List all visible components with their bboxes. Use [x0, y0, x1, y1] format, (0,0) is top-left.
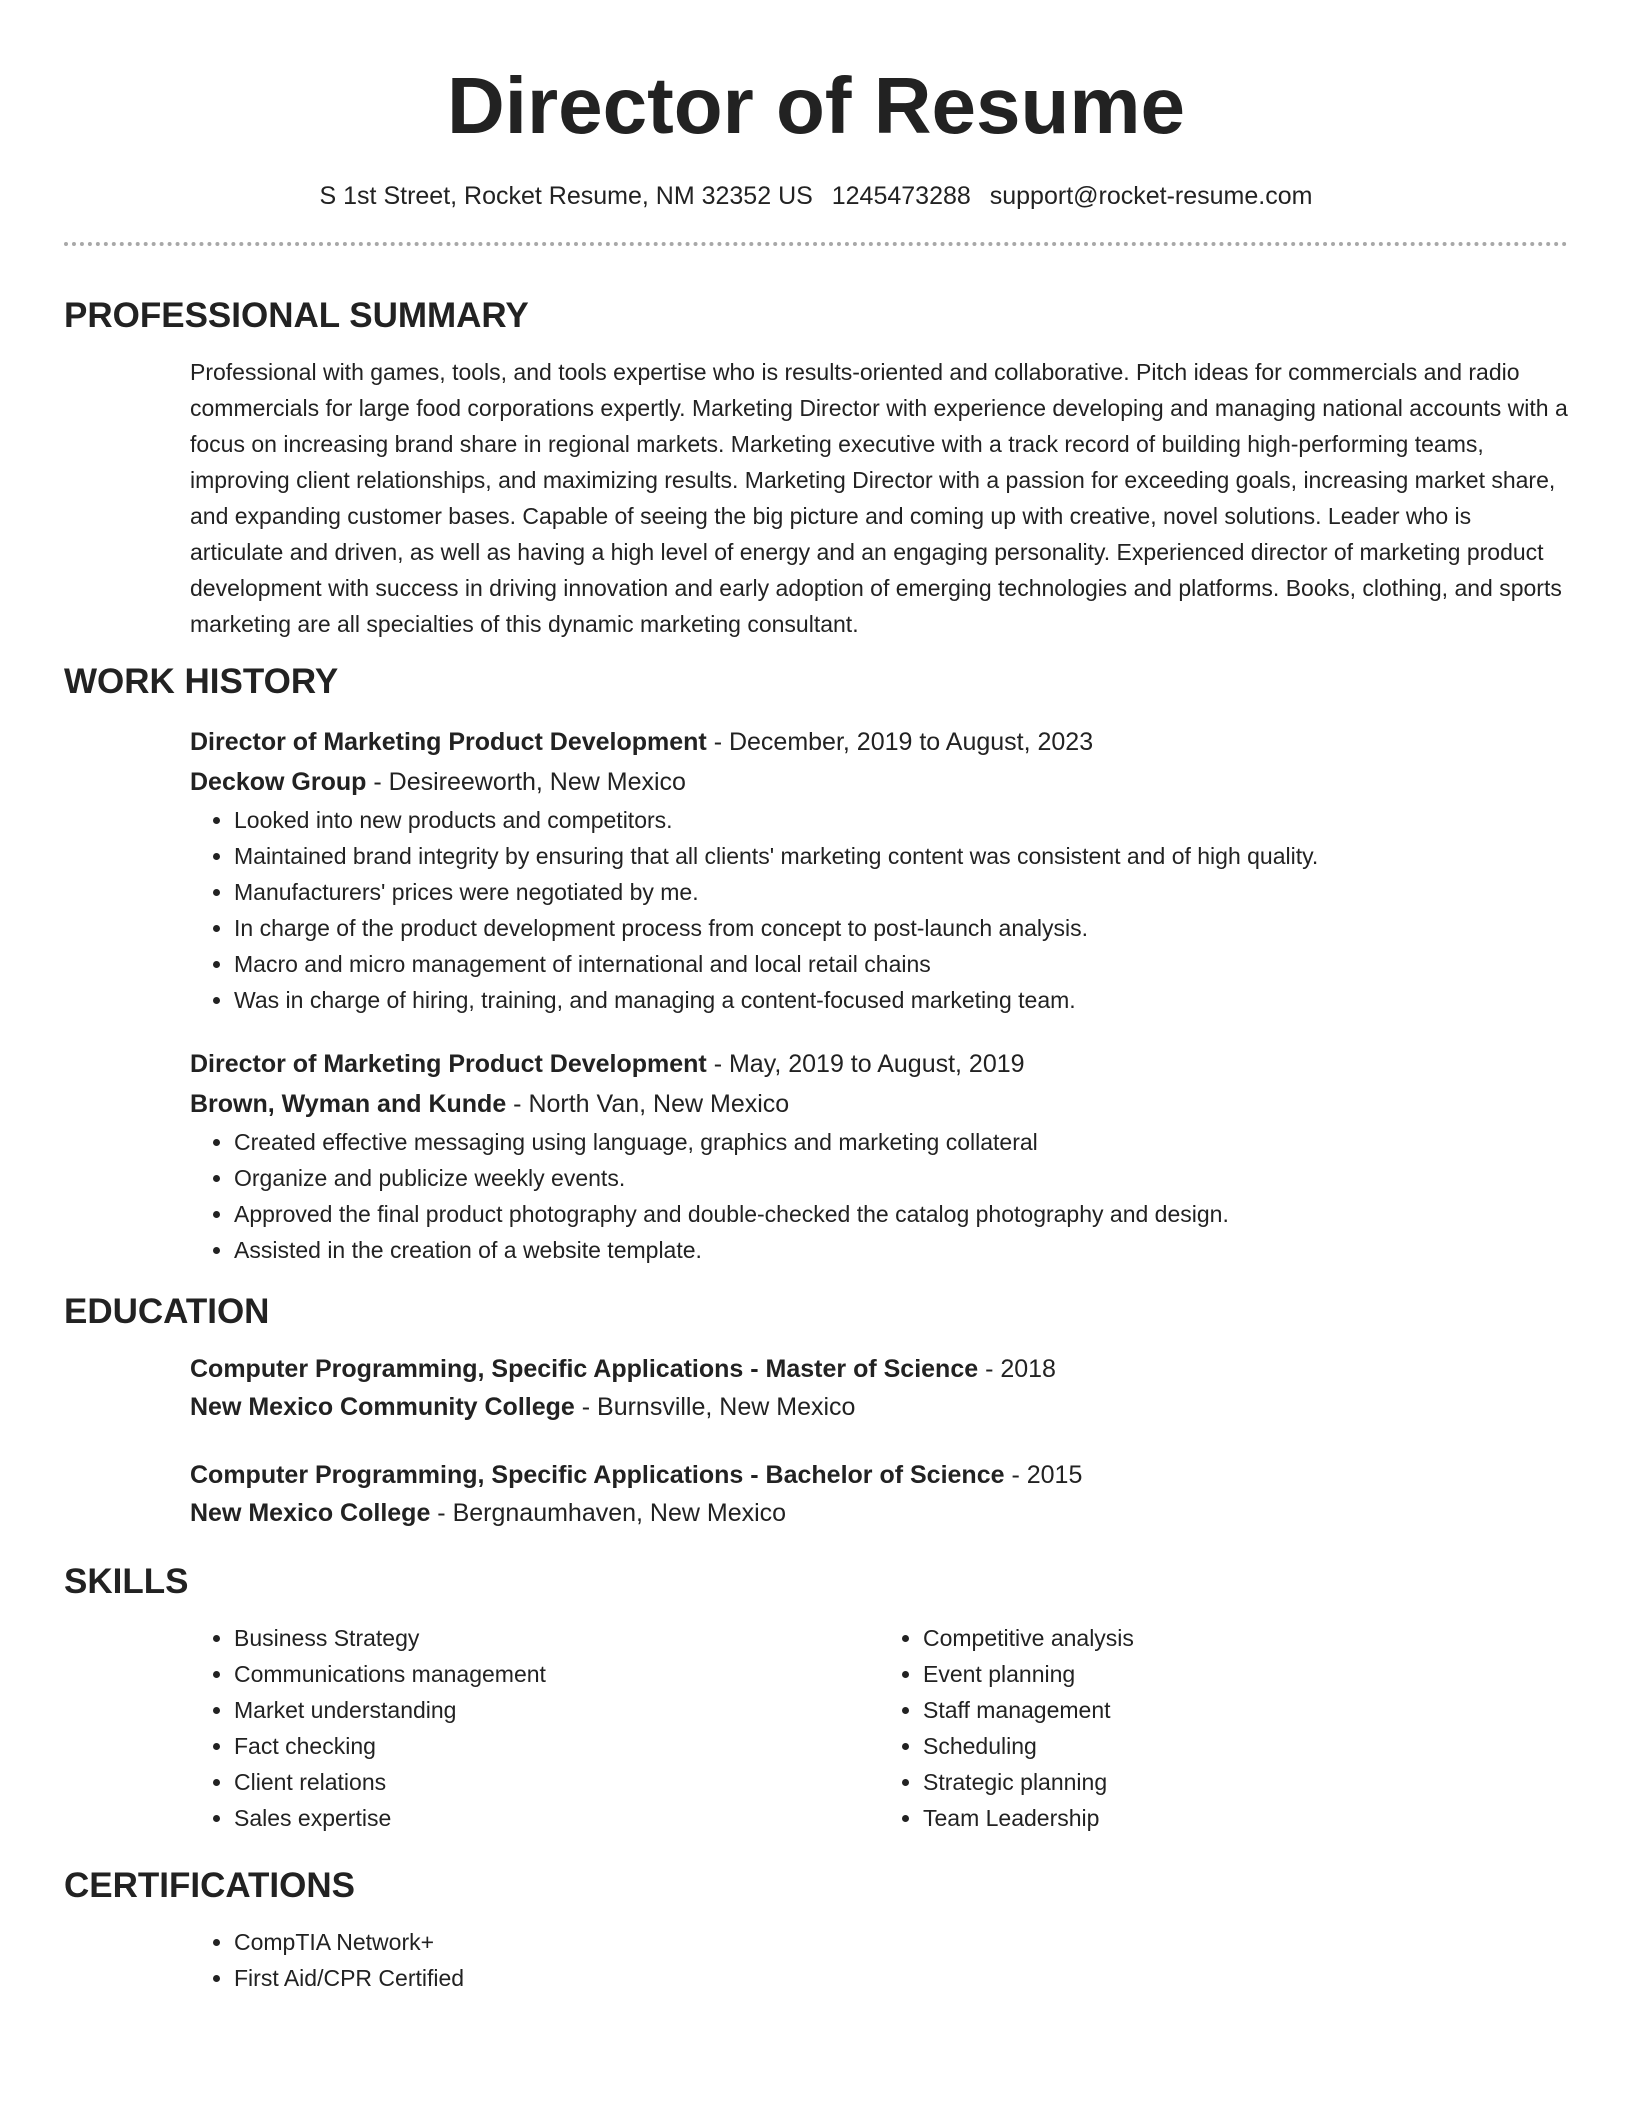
education-location: - Bergnaumhaven, New Mexico [430, 1499, 787, 1527]
section-title-skills: SKILLS [64, 1562, 189, 1601]
education-degree-line [190, 1350, 1568, 1388]
list-item: • Approved the final product photography and double-checked the catalog photography and design. [234, 1196, 1568, 1232]
education-entry [190, 1456, 1568, 1532]
list-item: • Event planning [923, 1656, 1568, 1692]
list-item: • First Aid/CPR Certified [234, 1960, 1568, 1996]
job-company-line [190, 762, 1568, 802]
job-company: Deckow Group [190, 768, 367, 796]
contact-line [64, 180, 1568, 212]
header-divider [64, 242, 1568, 246]
list-item: • Client relations [234, 1764, 879, 1800]
job-role: Director of Marketing Product Development [190, 728, 707, 756]
certifications-list [190, 1924, 1568, 1996]
summary-text: Professional with games, tools, and tools expertise who is results-oriented and collaborative. Pitch ideas for commercials and radio commercials for large food corporations expertly. Marketing Director with experience developing and managing national accounts with a focus on increasing brand share in regional markets. Marketing executive with a track record of building high-performing teams, improving client relationships, and maximizing results. Marketing Director with a passion for exceeding goals, increasing market share, and expanding customer bases. Capable of seeing the big picture and coming up with creative, novel solutions. Leader who is articulate and driven, as well as having a high level of energy and an engaging personality. Experienced director of marketing product development with success in driving innovation and early adoption of emerging technologies and platforms. Books, clothing, and sports marketing are all specialties of this dynamic marketing consultant. [190, 359, 1568, 637]
job-company: Brown, Wyman and Kunde [190, 1090, 507, 1118]
list-item: • Business Strategy [234, 1620, 879, 1656]
list-item: • Created effective messaging using language, graphics and marketing collateral [234, 1124, 1568, 1160]
list-item: • Organize and publicize weekly events. [234, 1160, 1568, 1196]
list-item: • Market understanding [234, 1692, 879, 1728]
education-degree-line [190, 1456, 1568, 1494]
list-item: • Looked into new products and competitors. [234, 802, 1568, 838]
job-location: - North Van, New Mexico [506, 1090, 790, 1118]
work-history-body [64, 722, 1568, 1268]
list-item: • Manufacturers' prices were negotiated by me. [234, 874, 1568, 910]
contact-address: S 1st Street, Rocket Resume, NM 32352 US [319, 182, 813, 210]
job-title-line [190, 1044, 1568, 1084]
section-title-summary: PROFESSIONAL SUMMARY [64, 296, 529, 335]
job-location: - Desireeworth, New Mexico [366, 768, 686, 796]
job-dates: - December, 2019 to August, 2023 [706, 728, 1094, 756]
summary-body [64, 354, 1568, 642]
education-degree: Computer Programming, Specific Applications - Bachelor of Science [190, 1461, 1005, 1489]
list-item: • Communications management [234, 1656, 879, 1692]
skills-list-right [879, 1620, 1568, 1836]
contact-email: support@rocket-resume.com [989, 182, 1313, 210]
job-entry [190, 722, 1568, 1018]
skills-list-left [190, 1620, 879, 1836]
list-item: • Strategic planning [923, 1764, 1568, 1800]
resume-name: Director of Resume [447, 61, 1185, 150]
job-title-line [190, 722, 1568, 762]
list-item: • CompTIA Network+ [234, 1924, 1568, 1960]
list-item: • Sales expertise [234, 1800, 879, 1836]
skills-body [64, 1620, 1568, 1836]
job-entry [190, 1044, 1568, 1268]
list-item: • Maintained brand integrity by ensuring that all clients' marketing content was consistent and of high quality. [234, 838, 1568, 874]
education-entry [190, 1350, 1568, 1426]
education-year: - 2018 [978, 1355, 1056, 1383]
job-bullet-list [190, 802, 1568, 1018]
education-year: - 2015 [1004, 1461, 1083, 1489]
education-school: New Mexico Community College [190, 1393, 575, 1421]
education-location: - Burnsville, New Mexico [574, 1393, 856, 1421]
section-title-work-history: WORK HISTORY [64, 662, 339, 701]
list-item: • Team Leadership [923, 1800, 1568, 1836]
education-body [64, 1350, 1568, 1532]
certifications-body [64, 1924, 1568, 1996]
list-item: • Fact checking [234, 1728, 879, 1764]
education-degree: Computer Programming, Specific Applications - Master of Science [190, 1355, 979, 1383]
education-school-line [190, 1388, 1568, 1426]
list-item: • In charge of the product development process from concept to post-launch analysis. [234, 910, 1568, 946]
job-role: Director of Marketing Product Development [190, 1050, 707, 1078]
list-item: • Was in charge of hiring, training, and managing a content-focused marketing team. [234, 982, 1568, 1018]
list-item: • Scheduling [923, 1728, 1568, 1764]
list-item: • Assisted in the creation of a website template. [234, 1232, 1568, 1268]
list-item: • Competitive analysis [923, 1620, 1568, 1656]
education-school: New Mexico College [190, 1499, 431, 1527]
skills-grid [190, 1620, 1568, 1836]
job-bullet-list [190, 1124, 1568, 1268]
job-dates: - May, 2019 to August, 2019 [706, 1050, 1025, 1078]
list-item: • Macro and micro management of international and local retail chains [234, 946, 1568, 982]
contact-phone: 1245473288 [831, 182, 971, 210]
list-item: • Staff management [923, 1692, 1568, 1728]
job-company-line [190, 1084, 1568, 1124]
education-school-line [190, 1494, 1568, 1532]
section-title-certifications: CERTIFICATIONS [64, 1866, 356, 1905]
section-title-education: EDUCATION [64, 1292, 270, 1331]
